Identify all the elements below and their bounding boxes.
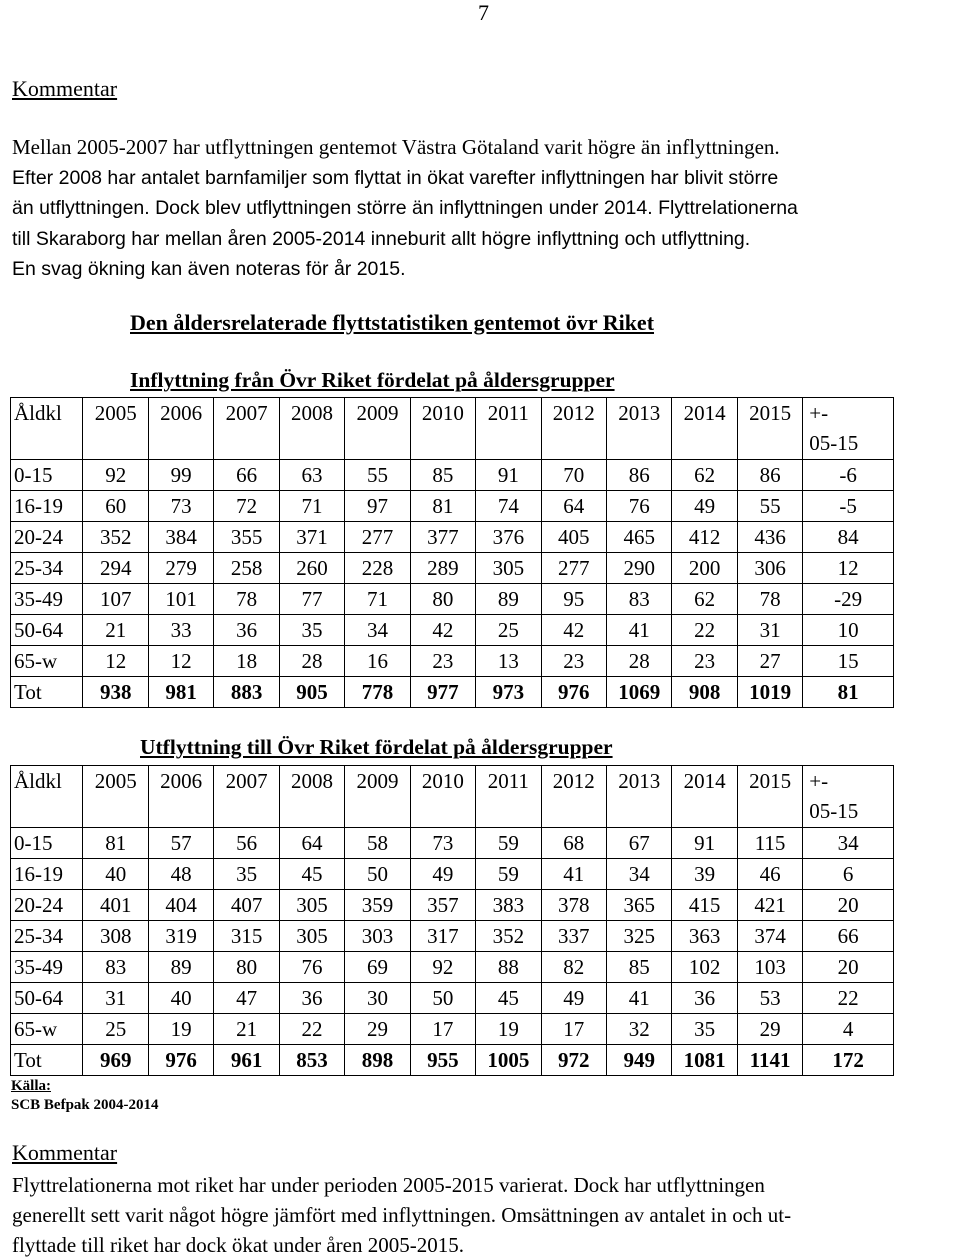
value-cell: 17 (410, 1014, 475, 1045)
value-cell: 73 (410, 828, 475, 859)
value-cell: 23 (410, 646, 475, 677)
value-cell: 363 (672, 921, 737, 952)
value-cell: 41 (606, 983, 671, 1014)
value-cell: 289 (410, 553, 475, 584)
total-row (11, 677, 894, 708)
header-label: 2007 (225, 769, 268, 793)
value-cell: 91 (672, 828, 737, 859)
table-row (11, 890, 894, 921)
header-label: 2008 (291, 401, 334, 425)
value-cell: 961 (214, 1045, 279, 1076)
value-cell: 64 (541, 491, 606, 522)
table-row (11, 859, 894, 890)
value-cell: 49 (410, 859, 475, 890)
change-cell: 22 (803, 983, 894, 1014)
age-group-cell: Tot (11, 677, 83, 708)
value-cell: 383 (476, 890, 541, 921)
header-year-cell (214, 398, 279, 460)
table-header-row (11, 398, 894, 460)
header-label: 2010 (421, 769, 464, 793)
value-cell: 319 (148, 921, 213, 952)
value-cell: 29 (345, 1014, 410, 1045)
table-row (11, 460, 894, 491)
top-comment-line: än utflyttningen. Dock blev utflyttningen större än inflyttningen under 2014. Flyttrelationerna (12, 197, 798, 219)
total-row (11, 1045, 894, 1076)
value-cell: 64 (279, 828, 344, 859)
value-cell: 853 (279, 1045, 344, 1076)
value-cell: 938 (83, 677, 148, 708)
value-cell: 73 (148, 491, 213, 522)
value-cell: 303 (345, 921, 410, 952)
value-cell: 357 (410, 890, 475, 921)
value-cell: 1069 (606, 677, 671, 708)
header-label: 2006 (160, 769, 203, 793)
top-comment-line: Efter 2008 har antalet barnfamiljer som flyttat in ökat varefter inflyttningen har blivit större (12, 166, 779, 189)
header-label: 2009 (356, 769, 399, 793)
value-cell: 32 (606, 1014, 671, 1045)
bottom-comment-line: Flyttrelationerna mot riket har under perioden 2005-2015 varierat. Dock har utflyttningen (12, 1173, 765, 1197)
value-cell: 81 (83, 828, 148, 859)
value-cell: 25 (476, 615, 541, 646)
value-cell: 277 (345, 522, 410, 553)
table-header-row (11, 766, 894, 828)
bottom-comment-text (12, 1170, 957, 1260)
value-cell: 80 (410, 584, 475, 615)
value-cell: 778 (345, 677, 410, 708)
value-cell: 115 (737, 828, 802, 859)
value-cell: 972 (541, 1045, 606, 1076)
value-cell: 305 (476, 553, 541, 584)
header-change-cell (803, 398, 894, 460)
top-comment-line: till Skaraborg har mellan åren 2005-2014 inneburit allt högre inflyttning och utflyttning. (12, 227, 751, 250)
value-cell: 23 (672, 646, 737, 677)
change-cell: -29 (803, 584, 894, 615)
value-cell: 973 (476, 677, 541, 708)
outflow-table-title: Utflyttning till Övr Riket fördelat på åldersgrupper (140, 735, 613, 759)
value-cell: 1005 (476, 1045, 541, 1076)
header-label: 2007 (225, 401, 268, 425)
header-label: +- 05-15 (809, 401, 859, 455)
value-cell: 92 (410, 952, 475, 983)
value-cell: 63 (279, 460, 344, 491)
change-cell: -5 (803, 491, 894, 522)
value-cell: 57 (148, 828, 213, 859)
header-year-cell (672, 766, 737, 828)
value-cell: 34 (606, 859, 671, 890)
value-cell: 19 (148, 1014, 213, 1045)
value-cell: 103 (737, 952, 802, 983)
value-cell: 55 (737, 491, 802, 522)
age-group-cell: 25-34 (11, 921, 83, 952)
value-cell: 905 (279, 677, 344, 708)
value-cell: 305 (279, 921, 344, 952)
value-cell: 89 (476, 584, 541, 615)
value-cell: 69 (345, 952, 410, 983)
age-group-cell: 50-64 (11, 615, 83, 646)
header-label: +- 05-15 (809, 769, 859, 823)
change-cell: 20 (803, 890, 894, 921)
value-cell: 277 (541, 553, 606, 584)
value-cell: 74 (476, 491, 541, 522)
header-label: 2011 (487, 401, 529, 425)
value-cell: 337 (541, 921, 606, 952)
value-cell: 405 (541, 522, 606, 553)
value-cell: 883 (214, 677, 279, 708)
value-cell: 378 (541, 890, 606, 921)
value-cell: 1081 (672, 1045, 737, 1076)
value-cell: 1141 (737, 1045, 802, 1076)
header-label: Åldkl (14, 769, 62, 793)
value-cell: 16 (345, 646, 410, 677)
inflow-table-title: Inflyttning från Övr Riket fördelat på åldersgrupper (130, 368, 615, 392)
value-cell: 62 (672, 584, 737, 615)
value-cell: 36 (672, 983, 737, 1014)
change-cell: 20 (803, 952, 894, 983)
header-label: 2009 (356, 401, 399, 425)
table-row (11, 646, 894, 677)
value-cell: 1019 (737, 677, 802, 708)
value-cell: 969 (83, 1045, 148, 1076)
value-cell: 59 (476, 859, 541, 890)
value-cell: 71 (279, 491, 344, 522)
header-label: 2006 (160, 401, 203, 425)
value-cell: 40 (148, 983, 213, 1014)
top-comment-line: En svag ökning kan även noteras för år 2015. (12, 258, 406, 280)
value-cell: 365 (606, 890, 671, 921)
value-cell: 415 (672, 890, 737, 921)
value-cell: 23 (541, 646, 606, 677)
header-year-cell (148, 766, 213, 828)
value-cell: 34 (345, 615, 410, 646)
value-cell: 981 (148, 677, 213, 708)
value-cell: 97 (345, 491, 410, 522)
header-year-cell (606, 398, 671, 460)
value-cell: 977 (410, 677, 475, 708)
value-cell: 376 (476, 522, 541, 553)
value-cell: 28 (606, 646, 671, 677)
value-cell: 45 (476, 983, 541, 1014)
table-row (11, 828, 894, 859)
change-cell: 10 (803, 615, 894, 646)
value-cell: 77 (279, 584, 344, 615)
value-cell: 82 (541, 952, 606, 983)
value-cell: 83 (606, 584, 671, 615)
value-cell: 83 (83, 952, 148, 983)
header-label: 2015 (749, 769, 792, 793)
outflow-table (10, 765, 894, 1076)
age-group-cell: 50-64 (11, 983, 83, 1014)
table-row (11, 491, 894, 522)
value-cell: 85 (606, 952, 671, 983)
table-row (11, 983, 894, 1014)
header-year-cell (279, 766, 344, 828)
value-cell: 48 (148, 859, 213, 890)
value-cell: 41 (541, 859, 606, 890)
header-label: 2011 (487, 769, 529, 793)
header-label: 2015 (749, 401, 792, 425)
change-cell: 81 (803, 677, 894, 708)
value-cell: 898 (345, 1045, 410, 1076)
value-cell: 18 (214, 646, 279, 677)
value-cell: 21 (214, 1014, 279, 1045)
value-cell: 317 (410, 921, 475, 952)
value-cell: 49 (541, 983, 606, 1014)
value-cell: 80 (214, 952, 279, 983)
value-cell: 384 (148, 522, 213, 553)
table-row (11, 522, 894, 553)
value-cell: 19 (476, 1014, 541, 1045)
change-cell: 172 (803, 1045, 894, 1076)
value-cell: 352 (83, 522, 148, 553)
top-comment-line: Mellan 2005-2007 har utflyttningen gentemot Västra Götaland varit högre än inflyttningen. (12, 135, 780, 159)
header-year-cell (541, 398, 606, 460)
header-label: Åldkl (14, 401, 62, 425)
value-cell: 78 (737, 584, 802, 615)
table-row (11, 1014, 894, 1045)
value-cell: 58 (345, 828, 410, 859)
value-cell: 78 (214, 584, 279, 615)
value-cell: 374 (737, 921, 802, 952)
age-group-cell: 65-w (11, 646, 83, 677)
inflow-table (10, 397, 894, 708)
value-cell: 45 (279, 859, 344, 890)
value-cell: 25 (83, 1014, 148, 1045)
table-row (11, 952, 894, 983)
value-cell: 59 (476, 828, 541, 859)
header-year-cell (476, 398, 541, 460)
age-group-cell: 16-19 (11, 491, 83, 522)
change-cell: 15 (803, 646, 894, 677)
change-cell: 84 (803, 522, 894, 553)
header-year-cell (83, 766, 148, 828)
value-cell: 71 (345, 584, 410, 615)
value-cell: 67 (606, 828, 671, 859)
source-note (11, 1077, 159, 1115)
age-group-cell: 20-24 (11, 522, 83, 553)
value-cell: 42 (410, 615, 475, 646)
value-cell: 315 (214, 921, 279, 952)
value-cell: 86 (737, 460, 802, 491)
value-cell: 200 (672, 553, 737, 584)
value-cell: 31 (83, 983, 148, 1014)
value-cell: 107 (83, 584, 148, 615)
bottom-comment-heading: Kommentar (12, 1140, 118, 1165)
value-cell: 50 (345, 859, 410, 890)
table-row (11, 584, 894, 615)
header-year-cell (672, 398, 737, 460)
value-cell: 36 (279, 983, 344, 1014)
value-cell: 76 (279, 952, 344, 983)
value-cell: 228 (345, 553, 410, 584)
age-group-cell: 20-24 (11, 890, 83, 921)
header-year-cell (279, 398, 344, 460)
value-cell: 88 (476, 952, 541, 983)
value-cell: 976 (541, 677, 606, 708)
change-cell: 34 (803, 828, 894, 859)
value-cell: 359 (345, 890, 410, 921)
table-row (11, 553, 894, 584)
age-group-cell: 35-49 (11, 584, 83, 615)
source-text: SCB Befpak 2004-2014 (11, 1097, 159, 1113)
value-cell: 39 (672, 859, 737, 890)
value-cell: 86 (606, 460, 671, 491)
value-cell: 290 (606, 553, 671, 584)
value-cell: 68 (541, 828, 606, 859)
age-group-cell: 0-15 (11, 460, 83, 491)
header-year-cell (410, 766, 475, 828)
header-label: 2005 (94, 769, 137, 793)
source-label: Källa: (11, 1078, 51, 1094)
value-cell: 260 (279, 553, 344, 584)
header-label: 2014 (683, 401, 726, 425)
header-year-cell (345, 766, 410, 828)
header-label: 2013 (618, 401, 661, 425)
value-cell: 81 (410, 491, 475, 522)
value-cell: 36 (214, 615, 279, 646)
value-cell: 55 (345, 460, 410, 491)
header-year-cell (148, 398, 213, 460)
bottom-comment-line: flyttade till riket har dock ökat under åren 2005-2015. (12, 1233, 464, 1257)
value-cell: 22 (279, 1014, 344, 1045)
value-cell: 60 (83, 491, 148, 522)
value-cell: 99 (148, 460, 213, 491)
change-cell: -6 (803, 460, 894, 491)
value-cell: 421 (737, 890, 802, 921)
header-label: 2012 (552, 769, 595, 793)
value-cell: 41 (606, 615, 671, 646)
value-cell: 70 (541, 460, 606, 491)
value-cell: 12 (83, 646, 148, 677)
table-row (11, 615, 894, 646)
header-year-cell (410, 398, 475, 460)
value-cell: 908 (672, 677, 737, 708)
value-cell: 47 (214, 983, 279, 1014)
value-cell: 13 (476, 646, 541, 677)
value-cell: 306 (737, 553, 802, 584)
header-age-cell (11, 398, 83, 460)
value-cell: 12 (148, 646, 213, 677)
value-cell: 305 (279, 890, 344, 921)
value-cell: 53 (737, 983, 802, 1014)
header-label: 2010 (421, 401, 464, 425)
value-cell: 85 (410, 460, 475, 491)
header-year-cell (214, 766, 279, 828)
value-cell: 62 (672, 460, 737, 491)
top-comment-text (12, 132, 957, 285)
change-cell: 4 (803, 1014, 894, 1045)
value-cell: 35 (214, 859, 279, 890)
age-group-cell: 16-19 (11, 859, 83, 890)
value-cell: 35 (279, 615, 344, 646)
value-cell: 92 (83, 460, 148, 491)
value-cell: 279 (148, 553, 213, 584)
bottom-comment-line: generellt sett varit något högre jämfört med inflyttningen. Omsättningen av antalet in och ut- (12, 1203, 792, 1227)
value-cell: 56 (214, 828, 279, 859)
value-cell: 95 (541, 584, 606, 615)
value-cell: 33 (148, 615, 213, 646)
value-cell: 89 (148, 952, 213, 983)
age-group-cell: 0-15 (11, 828, 83, 859)
value-cell: 258 (214, 553, 279, 584)
header-label: 2005 (94, 401, 137, 425)
age-group-cell: 25-34 (11, 553, 83, 584)
page-number: 7 (478, 0, 489, 25)
header-year-cell (476, 766, 541, 828)
value-cell: 355 (214, 522, 279, 553)
value-cell: 407 (214, 890, 279, 921)
value-cell: 91 (476, 460, 541, 491)
value-cell: 46 (737, 859, 802, 890)
header-change-cell (803, 766, 894, 828)
table-row (11, 921, 894, 952)
change-cell: 6 (803, 859, 894, 890)
header-year-cell (541, 766, 606, 828)
value-cell: 27 (737, 646, 802, 677)
value-cell: 40 (83, 859, 148, 890)
value-cell: 35 (672, 1014, 737, 1045)
header-label: 2008 (291, 769, 334, 793)
age-group-cell: 35-49 (11, 952, 83, 983)
header-year-cell (737, 766, 802, 828)
header-year-cell (606, 766, 671, 828)
value-cell: 30 (345, 983, 410, 1014)
header-label: 2014 (683, 769, 726, 793)
value-cell: 66 (214, 460, 279, 491)
age-group-cell: Tot (11, 1045, 83, 1076)
value-cell: 22 (672, 615, 737, 646)
change-cell: 12 (803, 553, 894, 584)
value-cell: 42 (541, 615, 606, 646)
value-cell: 308 (83, 921, 148, 952)
value-cell: 28 (279, 646, 344, 677)
header-year-cell (345, 398, 410, 460)
value-cell: 17 (541, 1014, 606, 1045)
value-cell: 955 (410, 1045, 475, 1076)
value-cell: 465 (606, 522, 671, 553)
value-cell: 436 (737, 522, 802, 553)
value-cell: 325 (606, 921, 671, 952)
age-group-cell: 65-w (11, 1014, 83, 1045)
value-cell: 21 (83, 615, 148, 646)
value-cell: 412 (672, 522, 737, 553)
header-year-cell (83, 398, 148, 460)
value-cell: 102 (672, 952, 737, 983)
value-cell: 49 (672, 491, 737, 522)
value-cell: 371 (279, 522, 344, 553)
change-cell: 66 (803, 921, 894, 952)
value-cell: 101 (148, 584, 213, 615)
value-cell: 29 (737, 1014, 802, 1045)
header-label: 2012 (552, 401, 595, 425)
value-cell: 72 (214, 491, 279, 522)
value-cell: 50 (410, 983, 475, 1014)
header-age-cell (11, 766, 83, 828)
value-cell: 76 (606, 491, 671, 522)
top-comment-heading: Kommentar (12, 76, 118, 101)
main-title: Den åldersrelaterade flyttstatistiken gentemot övr Riket (130, 310, 655, 335)
value-cell: 377 (410, 522, 475, 553)
value-cell: 949 (606, 1045, 671, 1076)
header-year-cell (737, 398, 802, 460)
value-cell: 31 (737, 615, 802, 646)
value-cell: 404 (148, 890, 213, 921)
header-label: 2013 (618, 769, 661, 793)
value-cell: 294 (83, 553, 148, 584)
value-cell: 401 (83, 890, 148, 921)
value-cell: 352 (476, 921, 541, 952)
value-cell: 976 (148, 1045, 213, 1076)
